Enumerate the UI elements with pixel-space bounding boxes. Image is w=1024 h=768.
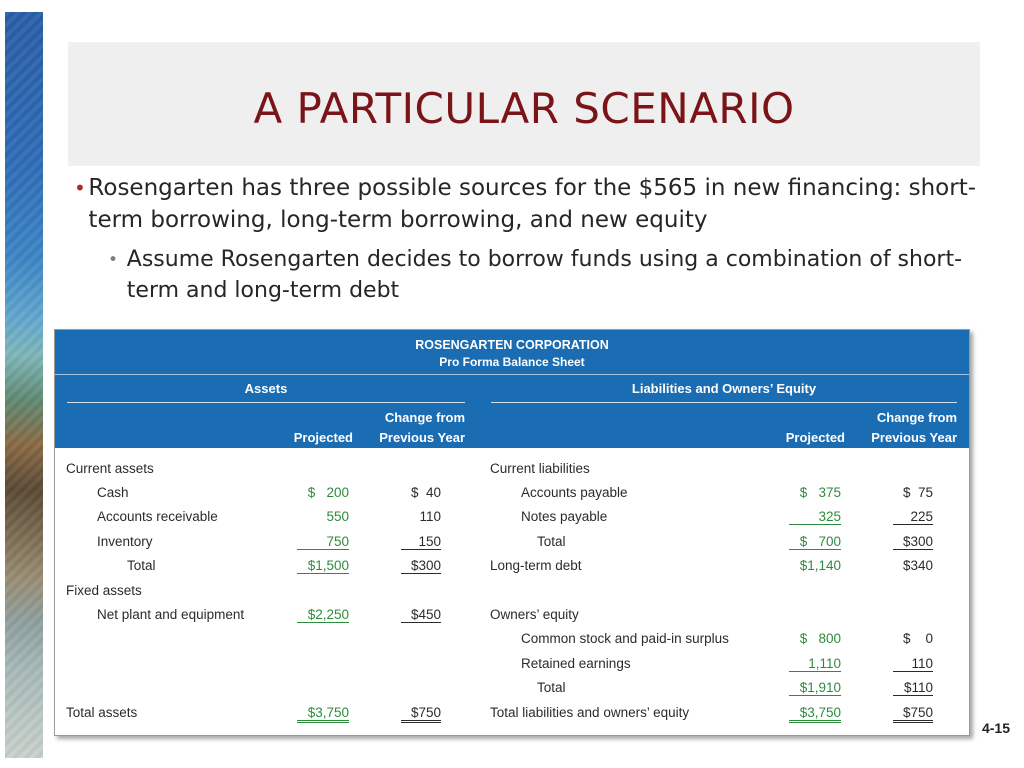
net-plant-change: $450 (401, 607, 441, 623)
np-label: Notes payable (521, 509, 608, 524)
current-total-label: Total (127, 558, 156, 573)
fixed-assets-label: Fixed assets (66, 583, 142, 598)
col-projected-left: Projected (293, 430, 353, 445)
assets-rule (67, 402, 465, 403)
retained-earnings-label: Retained earnings (521, 656, 631, 671)
col-change-right-2: Previous Year (871, 430, 957, 445)
current-liab-total-change: $300 (893, 534, 933, 550)
total-assets-label: Total assets (66, 705, 138, 720)
oe-total-projected: $1,910 (789, 680, 841, 696)
page-number: 4-15 (981, 720, 1010, 736)
net-plant-label: Net plant and equipment (97, 607, 245, 622)
decorative-side-strip (5, 12, 43, 758)
total-liab-equity-label: Total liabilities and owners’ equity (490, 705, 690, 720)
current-assets-label: Current assets (66, 461, 154, 476)
net-plant-projected: $2,250 (297, 607, 349, 623)
common-stock-change: $ 0 (902, 631, 933, 646)
sub-bullet-text: Assume Rosengarten decides to borrow funds using a combination of short-term and long-term debt (126, 247, 963, 303)
total-assets-change: $750 (401, 705, 441, 723)
sheet-header (55, 330, 969, 448)
ar-projected: 550 (326, 509, 349, 524)
ltd-projected: $1,140 (799, 558, 841, 573)
total-liab-equity-change: $750 (893, 705, 933, 723)
common-stock-projected: $ 800 (799, 631, 841, 646)
np-change: 225 (893, 509, 933, 525)
ltd-change: $340 (902, 558, 933, 573)
slide-title: A PARTICULAR SCENARIO (253, 83, 795, 133)
cash-label: Cash (97, 485, 129, 500)
common-stock-label: Common stock and paid-in surplus (521, 631, 729, 646)
retained-earnings-change: 110 (893, 656, 933, 672)
cash-change: $ 40 (410, 485, 441, 500)
ar-label: Accounts receivable (97, 509, 218, 524)
inventory-label: Inventory (97, 534, 153, 549)
total-assets-projected: $3,750 (297, 705, 349, 723)
np-projected: 325 (789, 509, 841, 525)
pro-forma-balance-sheet (54, 329, 970, 736)
current-total-change: $300 (401, 558, 441, 574)
liabilities-rule (491, 402, 957, 403)
owners-equity-label: Owners’ equity (490, 607, 579, 622)
sub-bullet-item (108, 244, 994, 306)
col-change-left-1: Change from (384, 410, 465, 425)
bullet-marker: • (108, 250, 119, 270)
bullet-marker: • (74, 176, 86, 200)
current-liab-total-label: Total (537, 534, 566, 549)
assets-header: Assets (244, 381, 288, 396)
oe-total-change: $110 (893, 680, 933, 696)
col-change-left-2: Previous Year (379, 430, 465, 445)
inventory-change: 150 (401, 534, 441, 550)
ap-change: $ 75 (902, 485, 933, 500)
oe-total-label: Total (537, 680, 566, 695)
bullet-text: Rosengarten has three possible sources for the $565 in new financing: short-term borrowing, long-term borrowing, and new equity (88, 175, 977, 233)
company-name: ROSENGARTEN CORPORATION (415, 338, 609, 352)
liabilities-header: Liabilities and Owners’ Equity (631, 381, 817, 396)
col-projected-right: Projected (785, 430, 845, 445)
inventory-projected: 750 (297, 534, 349, 550)
total-liab-equity-projected: $3,750 (789, 705, 841, 723)
header-rule (55, 374, 969, 375)
current-liabilities-label: Current liabilities (490, 461, 590, 476)
col-change-right-1: Change from (876, 410, 957, 425)
sheet-subtitle: Pro Forma Balance Sheet (439, 355, 585, 369)
title-box (68, 42, 980, 166)
ap-projected: $ 375 (799, 485, 841, 500)
current-total-projected: $1,500 (297, 558, 349, 574)
ar-change: 110 (419, 509, 441, 524)
bullet-item (74, 172, 994, 236)
cash-projected: $ 200 (307, 485, 349, 500)
retained-earnings-projected: 1,110 (789, 656, 841, 672)
ltd-label: Long-term debt (490, 558, 582, 573)
bullet-list (74, 172, 994, 306)
current-liab-total-projected: $ 700 (789, 534, 841, 550)
ap-label: Accounts payable (521, 485, 628, 500)
